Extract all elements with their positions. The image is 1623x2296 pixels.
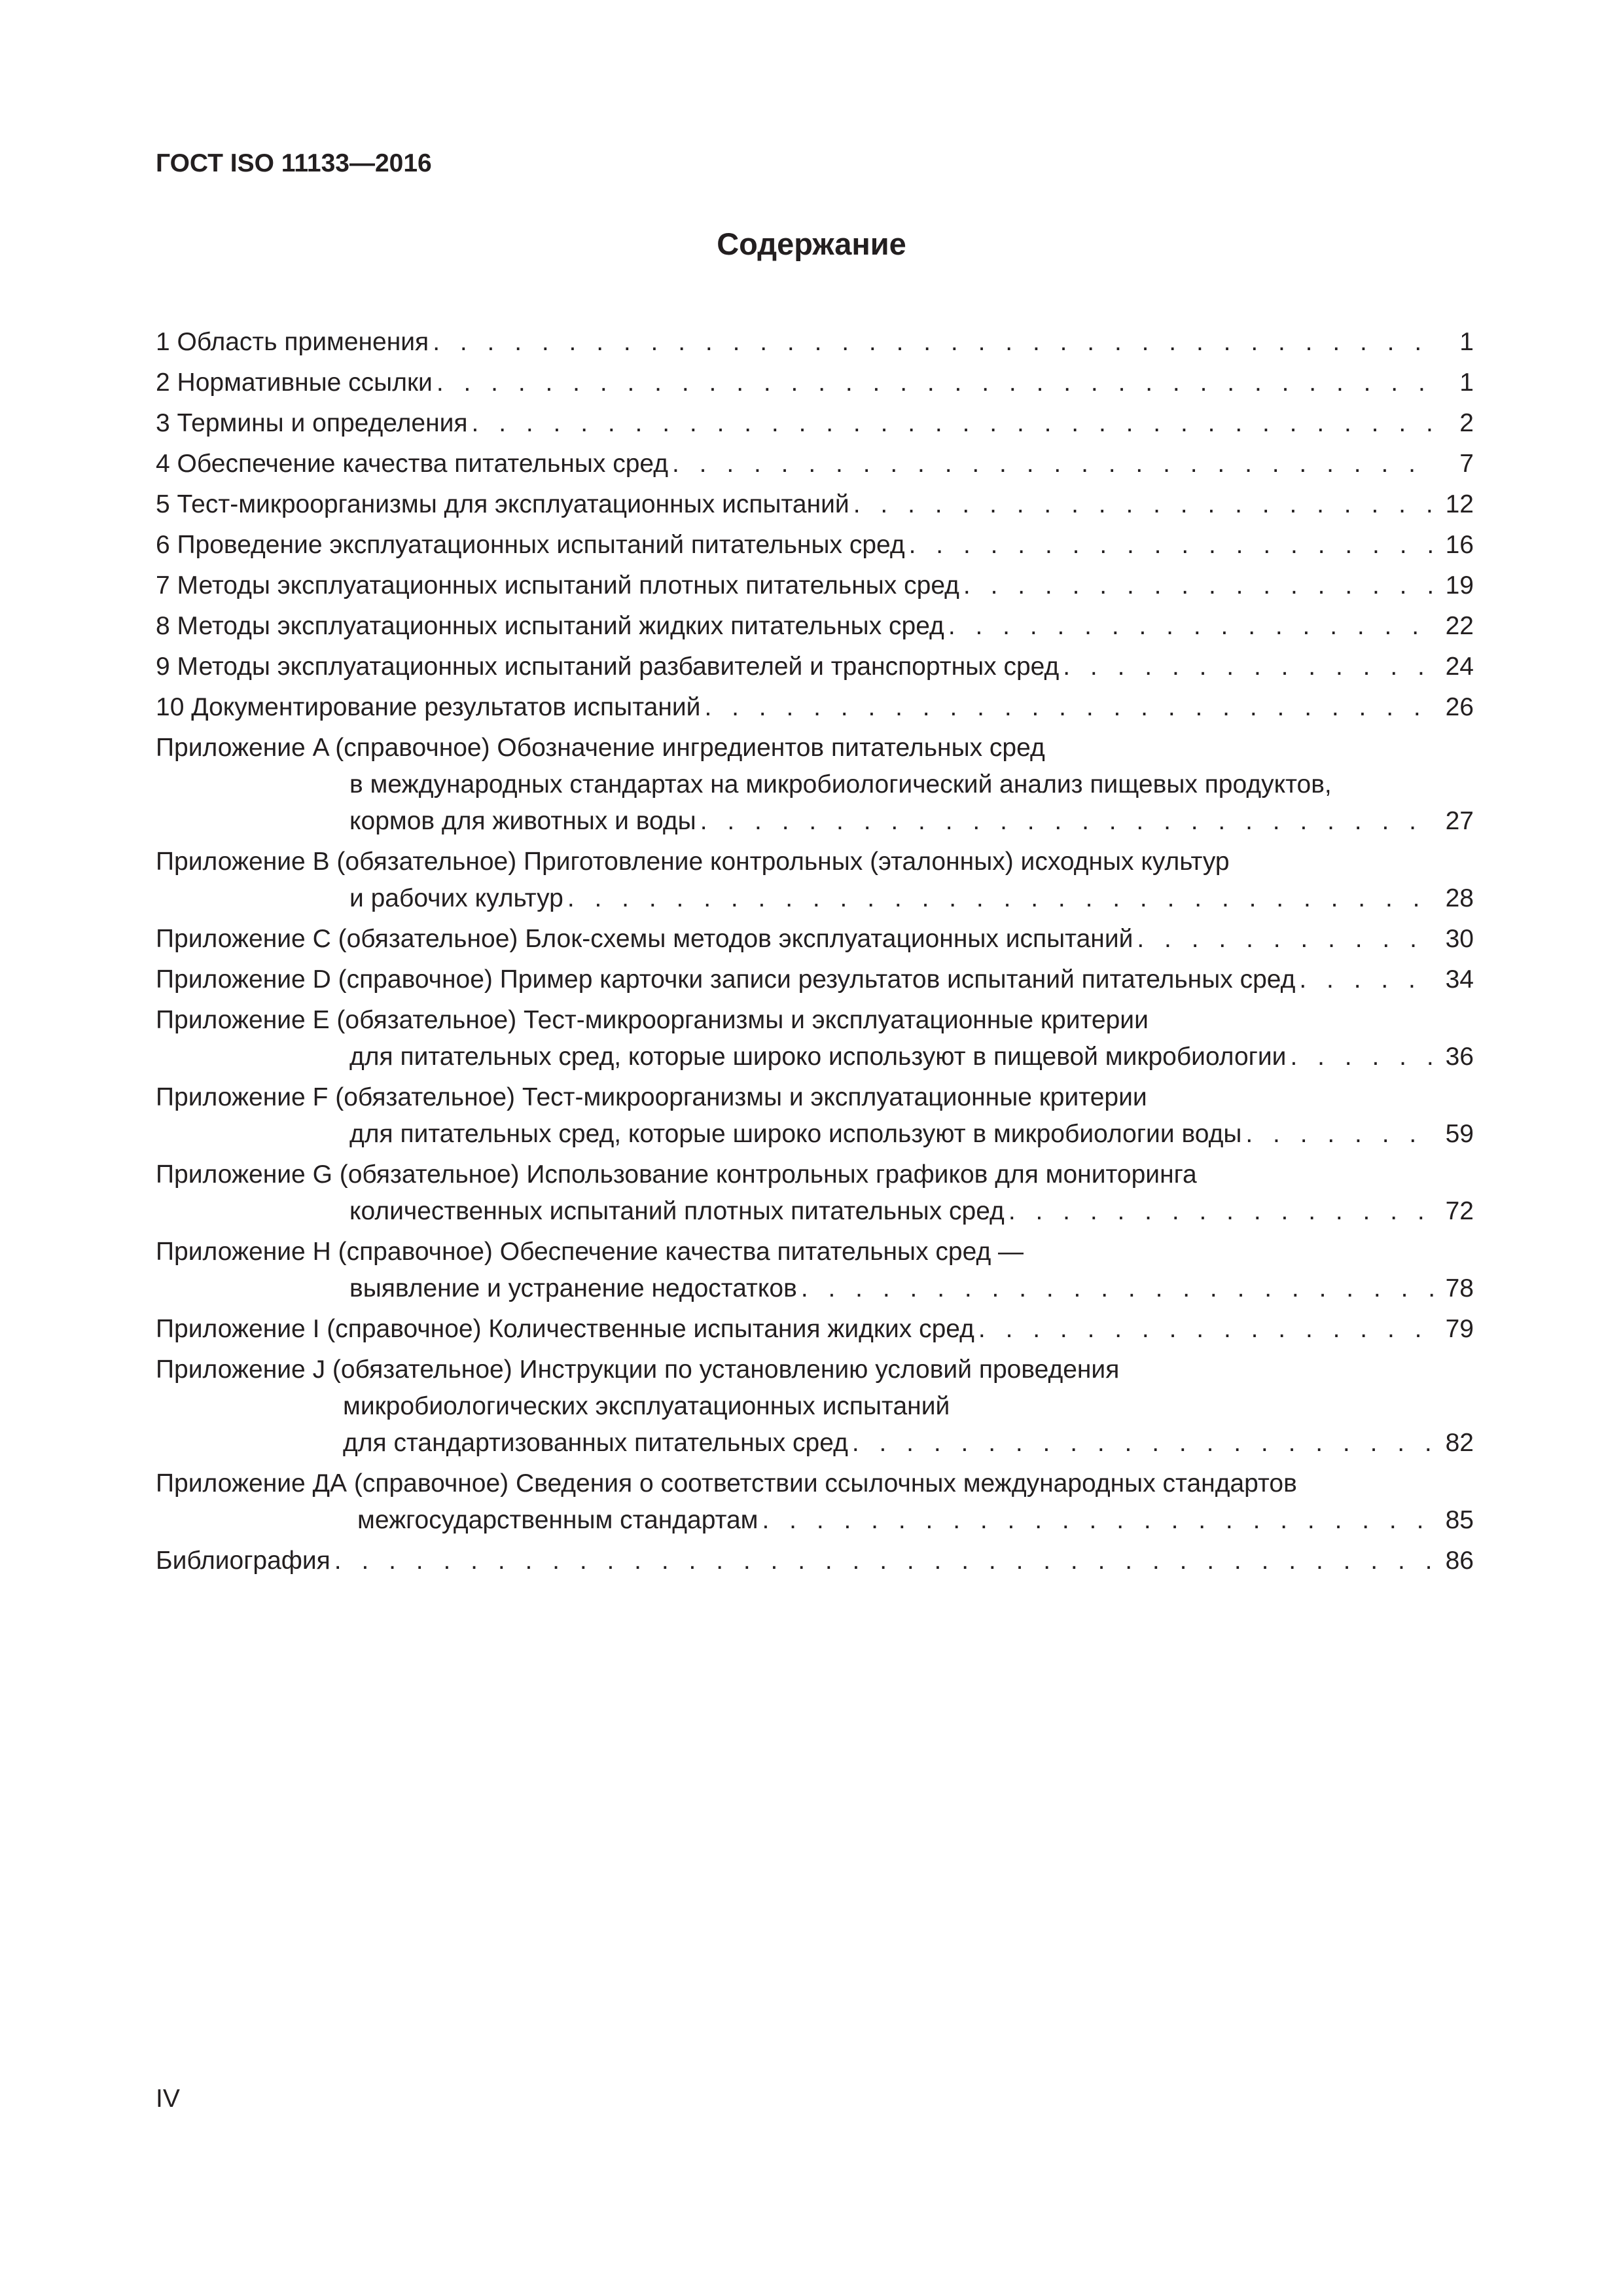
toc-entry [156, 527, 1474, 564]
dot-leader [472, 405, 1436, 442]
toc-entry [156, 608, 1474, 645]
document-code: ГОСТ ISO 11133—2016 [156, 149, 432, 177]
toc-page-number: 1 [1459, 328, 1474, 356]
toc-entry-line [156, 486, 1474, 523]
dot-leader [853, 486, 1436, 523]
toc-entry-continuation-line [156, 1502, 1474, 1539]
toc-entry-text: межгосударственным стандартам [357, 1506, 758, 1534]
dot-leader [1137, 921, 1436, 958]
toc-entry-text: 1 Область применения [156, 328, 429, 356]
toc-entry-text: Приложение J (обязательное) Инструкции по установлению условий проведения [156, 1355, 1120, 1384]
toc-entry-text: Приложение B (обязательное) Приготовление контрольных (эталонных) исходных культур [156, 848, 1230, 876]
toc-entry-line [156, 608, 1474, 645]
toc-entry-text: Приложение A (справочное) Обозначение ингредиентов питательных сред [156, 734, 1045, 762]
toc-page-number: 28 [1445, 884, 1474, 912]
toc-entry-text: 10 Документирование результатов испытаний [156, 693, 701, 721]
toc-entry-line [156, 1234, 1474, 1270]
toc-entry-text: Приложение I (справочное) Количественные испытания жидких сред [156, 1315, 974, 1343]
toc-entry-text: для стандартизованных питательных сред [343, 1429, 848, 1457]
toc-entry [156, 921, 1474, 958]
dot-leader [1290, 1039, 1436, 1075]
dot-leader [978, 1311, 1436, 1348]
toc-entry-text: для питательных сред, которые широко используют в микробиологии воды [349, 1120, 1242, 1148]
dot-leader [801, 1270, 1436, 1307]
page-title: Содержание [717, 226, 906, 261]
toc-entry-text: Библиография [156, 1547, 330, 1575]
toc-entry-text: Приложение G (обязательное) Использование контрольных графиков для мониторинга [156, 1160, 1197, 1189]
toc-entry [156, 486, 1474, 523]
toc-entry [156, 1543, 1474, 1579]
toc-entry [156, 649, 1474, 685]
dot-leader [704, 689, 1436, 726]
toc-entry-text: 8 Методы эксплуатационных испытаний жидких питательных сред [156, 612, 944, 640]
toc-page-number: 34 [1445, 965, 1474, 994]
toc-entry-text: Приложение E (обязательное) Тест-микроорганизмы и эксплуатационные критерии [156, 1006, 1149, 1034]
dot-leader [963, 567, 1436, 604]
toc-entry-continuation-line [156, 803, 1474, 840]
toc-entry [156, 1002, 1474, 1075]
toc-entry-text: 6 Проведение эксплуатационных испытаний питательных сред [156, 531, 905, 559]
toc-entry-text: Приложение F (обязательное) Тест-микроорганизмы и эксплуатационные критерии [156, 1083, 1147, 1111]
toc-entry-continuation-line [156, 1425, 1474, 1462]
toc-entry-line [156, 365, 1474, 401]
toc-entry-line [156, 446, 1474, 482]
dot-leader [1245, 1116, 1436, 1153]
toc-entry [156, 1465, 1474, 1539]
toc-entry [156, 1079, 1474, 1153]
toc-entry [156, 689, 1474, 726]
toc-page-number: 26 [1445, 693, 1474, 721]
toc-page-number: 24 [1445, 653, 1474, 681]
toc-entry [156, 1234, 1474, 1307]
dot-leader [1008, 1193, 1436, 1230]
page-number: IV [156, 2085, 180, 2113]
toc-entry-continuation-line [156, 1193, 1474, 1230]
toc-entry-text: 3 Термины и определения [156, 409, 468, 437]
dot-leader [672, 446, 1436, 482]
toc-entry-line [156, 844, 1474, 880]
toc-entry-line [156, 1352, 1474, 1388]
toc-entry-text: в международных стандартах на микробиологический анализ пищевых продуктов, [349, 770, 1332, 798]
dot-leader [1299, 961, 1436, 998]
toc-page-number: 12 [1445, 490, 1474, 518]
toc-entry-text: Приложение ДА (справочное) Сведения о соответствии ссылочных международных стандартов [156, 1469, 1297, 1498]
toc-entry-text: для питательных сред, которые широко используют в пищевой микробиологии [349, 1043, 1287, 1071]
toc-entry-text: микробиологических эксплуатационных испытаний [343, 1392, 950, 1420]
toc-entry-line [156, 1157, 1474, 1193]
toc-entry [156, 446, 1474, 482]
toc-entry [156, 567, 1474, 604]
toc-entry-line [156, 730, 1474, 766]
dot-leader [567, 880, 1436, 917]
toc-page-number: 22 [1445, 612, 1474, 640]
toc-entry-line [156, 405, 1474, 442]
toc-page-number: 72 [1445, 1197, 1474, 1225]
toc-page-number: 16 [1445, 531, 1474, 559]
toc-entry [156, 405, 1474, 442]
toc-entry-continuation-line [156, 880, 1474, 917]
toc-entry [156, 961, 1474, 998]
toc-entry-continuation-line [156, 1116, 1474, 1153]
toc-entry-continuation-line [156, 1270, 1474, 1307]
toc-entry [156, 1157, 1474, 1230]
toc-entry-continuation-line [156, 766, 1474, 803]
toc-page-number: 19 [1445, 571, 1474, 600]
dot-leader [1063, 649, 1436, 685]
toc-page-number: 27 [1445, 807, 1474, 835]
toc-entry-line [156, 1079, 1474, 1116]
toc-entry-line [156, 527, 1474, 564]
toc-entry-line [156, 961, 1474, 998]
dot-leader [700, 803, 1436, 840]
toc-entry [156, 324, 1474, 361]
toc-entry-line [156, 921, 1474, 958]
table-of-contents [156, 324, 1474, 1583]
toc-entry-text: 4 Обеспечение качества питательных сред [156, 450, 668, 478]
dot-leader [762, 1502, 1436, 1539]
toc-page-number: 79 [1445, 1315, 1474, 1343]
toc-entry [156, 365, 1474, 401]
dot-leader [334, 1543, 1436, 1579]
dot-leader [948, 608, 1436, 645]
toc-page-number: 82 [1445, 1429, 1474, 1457]
toc-entry-line [156, 1465, 1474, 1502]
toc-entry-text: Приложение H (справочное) Обеспечение качества питательных сред — [156, 1238, 1024, 1266]
toc-entry-line [156, 1543, 1474, 1579]
toc-entry-text: кормов для животных и воды [349, 807, 696, 835]
toc-page-number: 30 [1445, 925, 1474, 953]
toc-entry-line [156, 567, 1474, 604]
toc-entry-line [156, 649, 1474, 685]
toc-entry [156, 844, 1474, 917]
toc-entry-line [156, 1311, 1474, 1348]
toc-entry-text: 9 Методы эксплуатационных испытаний разбавителей и транспортных сред [156, 653, 1060, 681]
toc-entry-line [156, 1002, 1474, 1039]
toc-entry-continuation-line [156, 1388, 1474, 1425]
toc-entry-text: 7 Методы эксплуатационных испытаний плотных питательных сред [156, 571, 959, 600]
toc-page-number: 7 [1459, 450, 1474, 478]
toc-entry-continuation-line [156, 1039, 1474, 1075]
toc-entry-text: Приложение C (обязательное) Блок-схемы методов эксплуатационных испытаний [156, 925, 1133, 953]
dot-leader [852, 1425, 1436, 1462]
toc-entry [156, 730, 1474, 840]
toc-entry [156, 1311, 1474, 1348]
dot-leader [909, 527, 1436, 564]
toc-entry [156, 1352, 1474, 1462]
toc-page-number: 1 [1459, 368, 1474, 397]
toc-page-number: 85 [1445, 1506, 1474, 1534]
toc-entry-text: 5 Тест-микроорганизмы для эксплуатационных испытаний [156, 490, 849, 518]
toc-entry-text: и рабочих культур [349, 884, 563, 912]
toc-page-number: 78 [1445, 1274, 1474, 1302]
toc-entry-line [156, 689, 1474, 726]
dot-leader [437, 365, 1436, 401]
toc-page-number: 86 [1445, 1547, 1474, 1575]
toc-entry-text: Приложение D (справочное) Пример карточки записи результатов испытаний питательных сред [156, 965, 1296, 994]
dot-leader [433, 324, 1436, 361]
toc-entry-text: 2 Нормативные ссылки [156, 368, 433, 397]
toc-page-number: 36 [1445, 1043, 1474, 1071]
toc-entry-line [156, 324, 1474, 361]
toc-page-number: 2 [1459, 409, 1474, 437]
toc-page-number: 59 [1445, 1120, 1474, 1148]
toc-entry-text: выявление и устранение недостатков [349, 1274, 797, 1302]
toc-entry-text: количественных испытаний плотных питательных сред [349, 1197, 1005, 1225]
